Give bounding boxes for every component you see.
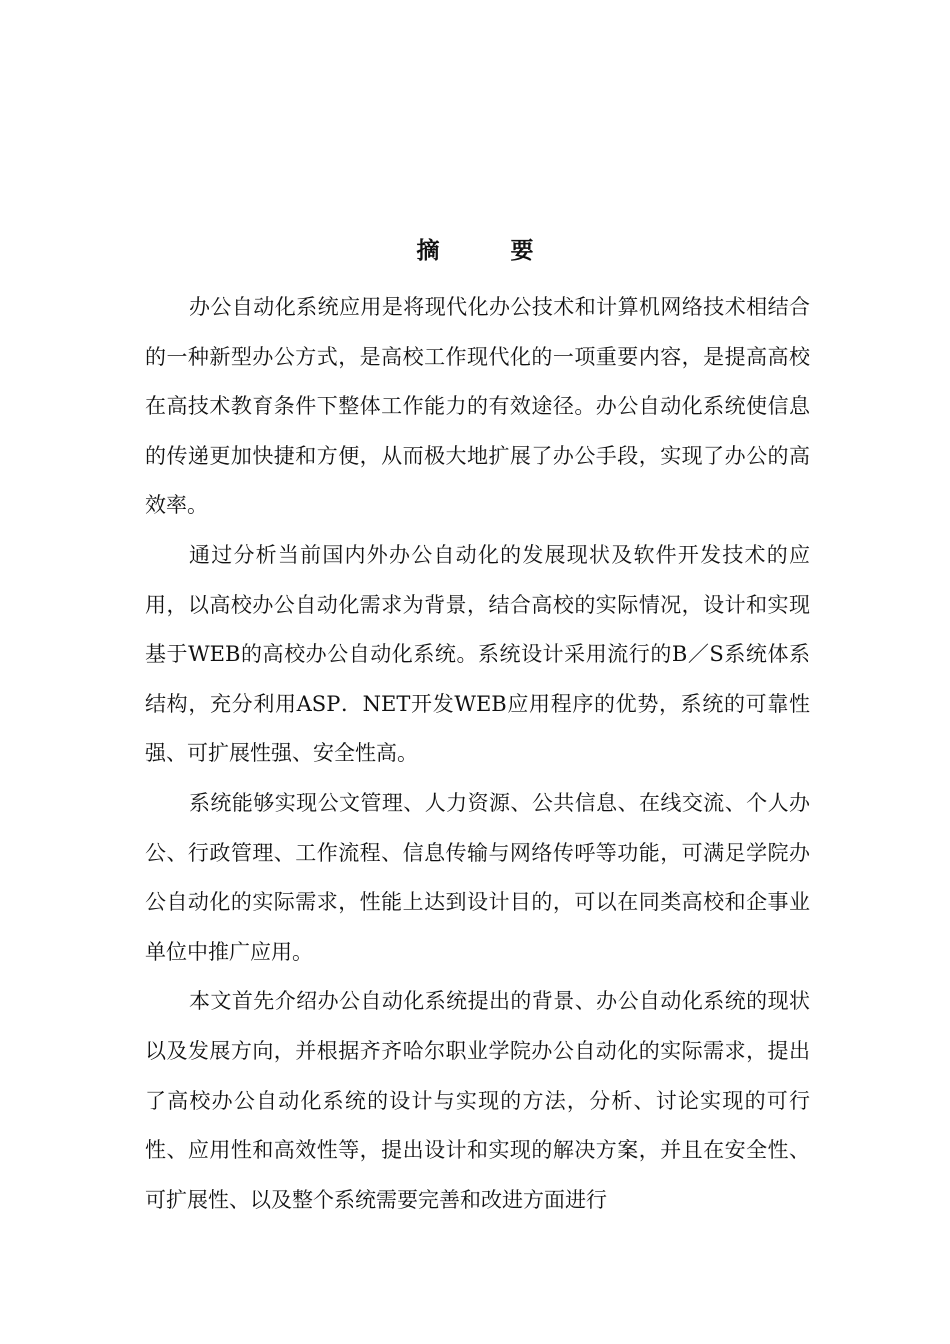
abstract-body <box>145 283 810 1225</box>
abstract-paragraph-4: 本文首先介绍办公自动化系统提出的背景、办公自动化系统的现状以及发展方向，并根据齐齐哈尔职业学院办公自动化的实际需求，提出了高校办公自动化系统的设计与实现的方法，分析、讨论实现的可行性、应用性和高效性等，提出设计和实现的解决方案，并且在安全性、可扩展性、以及整个系统需要完善和改进方面进行 <box>145 989 810 1212</box>
abstract-paragraph-1: 办公自动化系统应用是将现代化办公技术和计算机网络技术相结合的一种新型办公方式，是高校工作现代化的一项重要内容，是提高高校在高技术教育条件下整体工作能力的有效途径。办公自动化系统使信息的传递更加快捷和方便，从而极大地扩展了办公手段，实现了办公的高效率。 <box>145 295 810 518</box>
abstract-paragraph-2: 通过分析当前国内外办公自动化的发展现状及软件开发技术的应用，以高校办公自动化需求为背景，结合高校的实际情况，设计和实现基于WEB的高校办公自动化系统。系统设计采用流行的B／S系统体系结构，充分利用ASP．NET开发WEB应用程序的优势，系统的可靠性强、可扩展性强、安全性高。 <box>145 542 810 766</box>
abstract-paragraph-3: 系统能够实现公文管理、人力资源、公共信息、在线交流、个人办公、行政管理、工作流程、信息传输与网络传呼等功能，可满足学院办公自动化的实际需求，性能上达到设计目的，可以在同类高校和企事业单位中推广应用。 <box>145 790 810 964</box>
abstract-title: 摘 要 <box>416 238 558 264</box>
